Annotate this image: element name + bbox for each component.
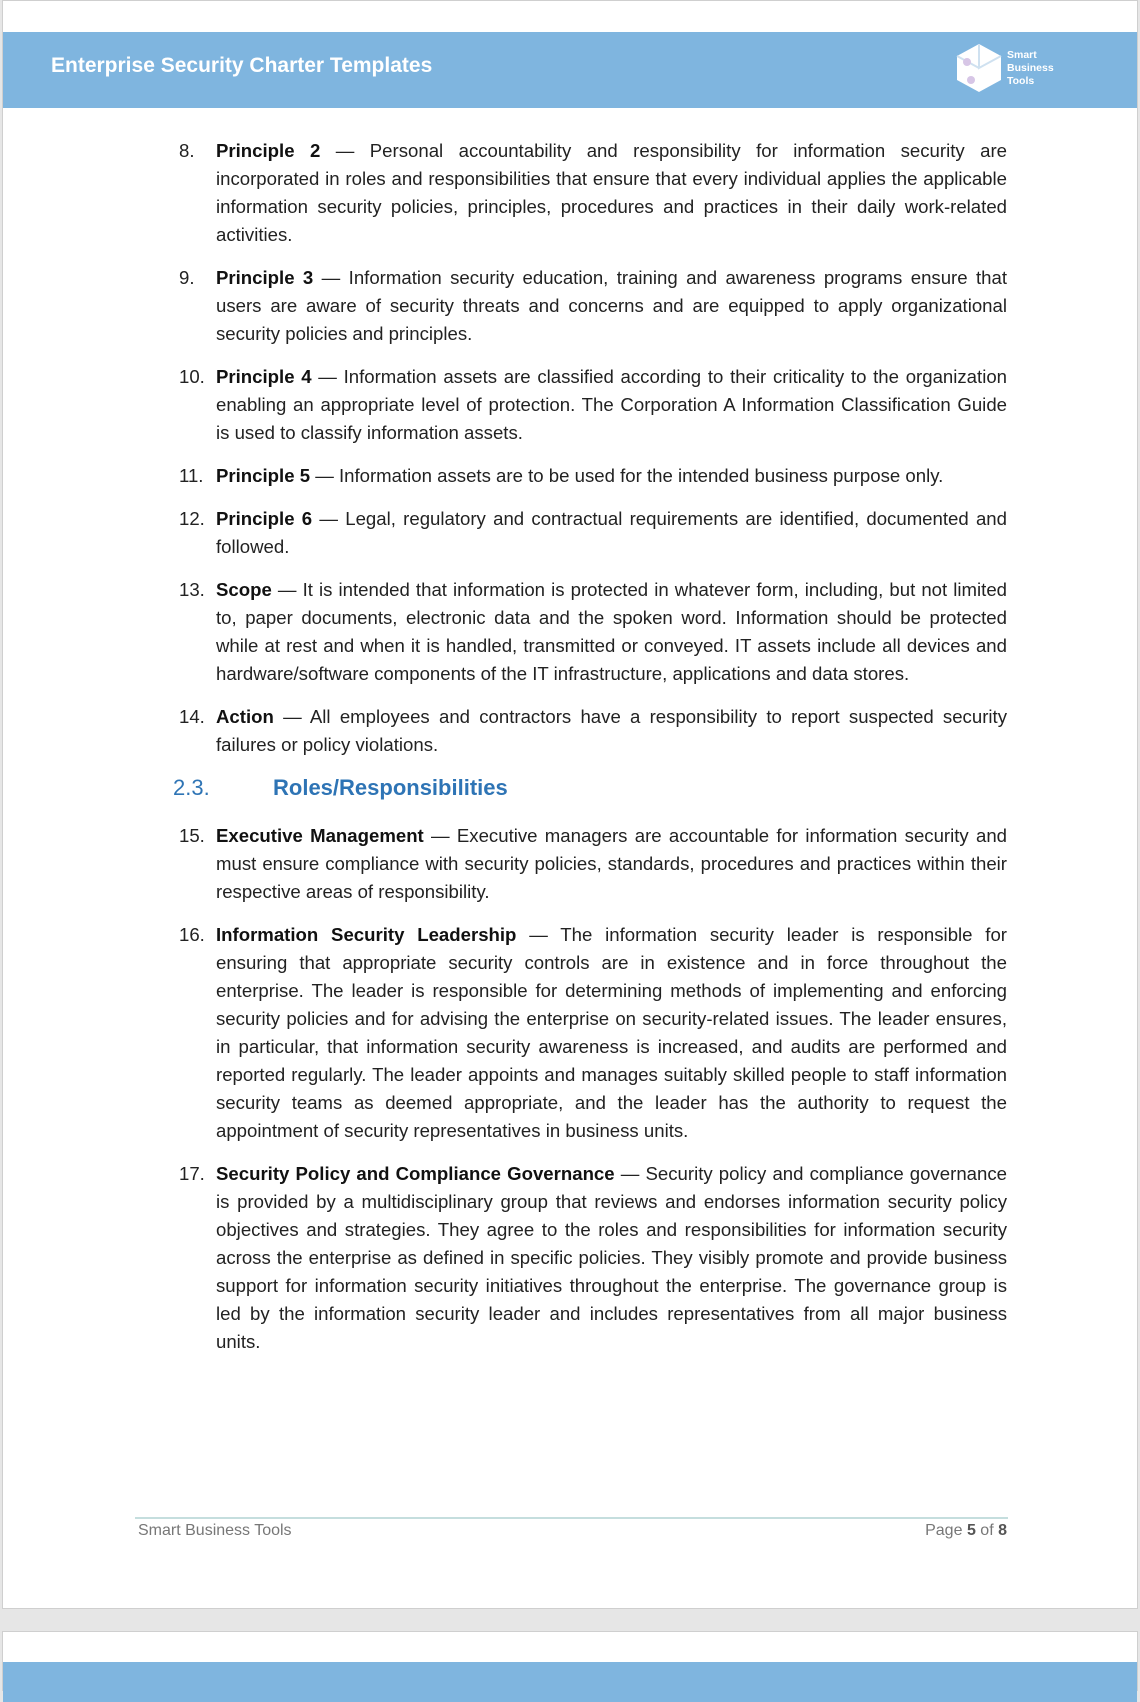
document-page	[2, 0, 1138, 1609]
footer-divider	[135, 1517, 1008, 1519]
item-number: 8.	[179, 140, 195, 161]
item-term: Principle 4	[216, 366, 312, 387]
item-description: — Security policy and compliance governance is provided by a multidisciplinary group that reviews and endorses information security policy objectives and strategies. They agree to the roles and responsibilities for information security across the enterprise as defined in specific policies. They visibly promote and provide business support for information security initiatives throughout the enterprise. The governance group is led by the information security leader and includes representatives from all major business units.	[216, 1163, 1007, 1352]
item-text	[216, 462, 1007, 490]
item-description: — Legal, regulatory and contractual requirements are identified, documented and followed.	[216, 508, 1007, 557]
logo-text-line: Business	[1007, 61, 1054, 74]
item-description: — Information assets are to be used for the intended business purpose only.	[310, 465, 944, 486]
item-term: Principle 5	[216, 465, 311, 486]
item-text	[216, 1160, 1007, 1356]
list-item	[179, 363, 1007, 447]
list-item	[179, 462, 1007, 490]
list-item	[179, 576, 1007, 688]
item-term: Security Policy and Compliance Governance	[216, 1163, 615, 1184]
item-number: 14.	[179, 706, 205, 727]
list-item	[179, 822, 1007, 906]
footer-company: Smart Business Tools	[138, 1522, 292, 1539]
item-description: — All employees and contractors have a responsibility to report suspected security failures or policy violations.	[216, 706, 1007, 755]
list-item	[179, 137, 1007, 249]
item-description: — Personal accountability and responsibility for information security are incorporated in roles and responsibilities that ensure that every individual applies the applicable information security policies, principles, procedures and practices in their daily work-related activities.	[216, 140, 1007, 245]
section-number: 2.3.	[173, 775, 210, 800]
item-text	[216, 576, 1007, 688]
item-description: — It is intended that information is protected in whatever form, including, but not limited to, paper documents, electronic data and the spoken word. Information should be protected while at rest and when it is handled, transmitted or conveyed. IT assets include all devices and hardware/software components of the IT infrastructure, applications and data stores.	[216, 579, 1007, 684]
item-number: 13.	[179, 579, 205, 600]
item-number: 12.	[179, 508, 205, 529]
list-item	[179, 921, 1007, 1145]
next-page	[2, 1631, 1138, 1691]
page-number: Page 5 of 8	[925, 1522, 1007, 1539]
item-description: — Information assets are classified according to their criticality to the organization enabling an appropriate level of protection. The Corporation A Information Classification Guide is used to classify information assets.	[216, 366, 1008, 443]
list-item	[179, 703, 1007, 759]
item-term: Executive Management	[216, 825, 424, 846]
item-term: Action	[216, 706, 274, 727]
item-number: 17.	[179, 1163, 205, 1184]
item-term: Principle 6	[216, 508, 313, 529]
header-band	[3, 1662, 1137, 1702]
list-item	[179, 1160, 1007, 1356]
item-description: — The information security leader is responsible for ensuring that appropriate security controls are in existence and in force throughout the enterprise. The leader is responsible for determining methods of implementing and enforcing security policies and for advising the enterprise on security-related issues. The leader ensures, in particular, that information security awareness is increased, and audits are performed and reported regularly. The leader appoints and manages suitably skilled people to staff information security teams as deemed appropriate, and the leader has the authority to request the appointment of security representatives in business units.	[216, 924, 1007, 1141]
item-term: Principle 2	[216, 140, 321, 161]
item-description: — Information security education, training and awareness programs ensure that users are aware of security threats and concerns and are equipped to apply organizational security policies and principles.	[216, 267, 1007, 344]
item-text	[216, 137, 1007, 249]
item-text	[216, 921, 1007, 1145]
section-heading	[173, 774, 1007, 802]
item-text	[216, 264, 1007, 348]
item-number: 9.	[179, 267, 195, 288]
section-title: Roles/Responsibilities	[273, 775, 508, 800]
item-number: 16.	[179, 924, 205, 945]
logo-cube-icon	[955, 42, 1003, 94]
logo-text-line: Tools	[1007, 74, 1035, 87]
list-item	[179, 264, 1007, 348]
item-text	[216, 505, 1007, 561]
item-term: Information Security Leadership	[216, 924, 517, 945]
list-item	[179, 505, 1007, 561]
item-text	[216, 703, 1007, 759]
header-band	[3, 32, 1137, 108]
document-title: Enterprise Security Charter Templates	[51, 54, 433, 77]
item-term: Scope	[216, 579, 272, 600]
item-text	[216, 363, 1007, 447]
logo-text-line: Smart	[1007, 48, 1037, 61]
item-term: Principle 3	[216, 267, 314, 288]
item-text	[216, 822, 1007, 906]
item-number: 11.	[179, 465, 204, 486]
item-description: — Executive managers are accountable for information security and must ensure compliance with security policies, standards, procedures and practices within their respective areas of responsibility.	[216, 825, 1008, 902]
item-number: 15.	[179, 825, 205, 846]
logo	[955, 42, 1054, 94]
item-number: 10.	[179, 366, 205, 387]
document-body	[173, 137, 1008, 1371]
